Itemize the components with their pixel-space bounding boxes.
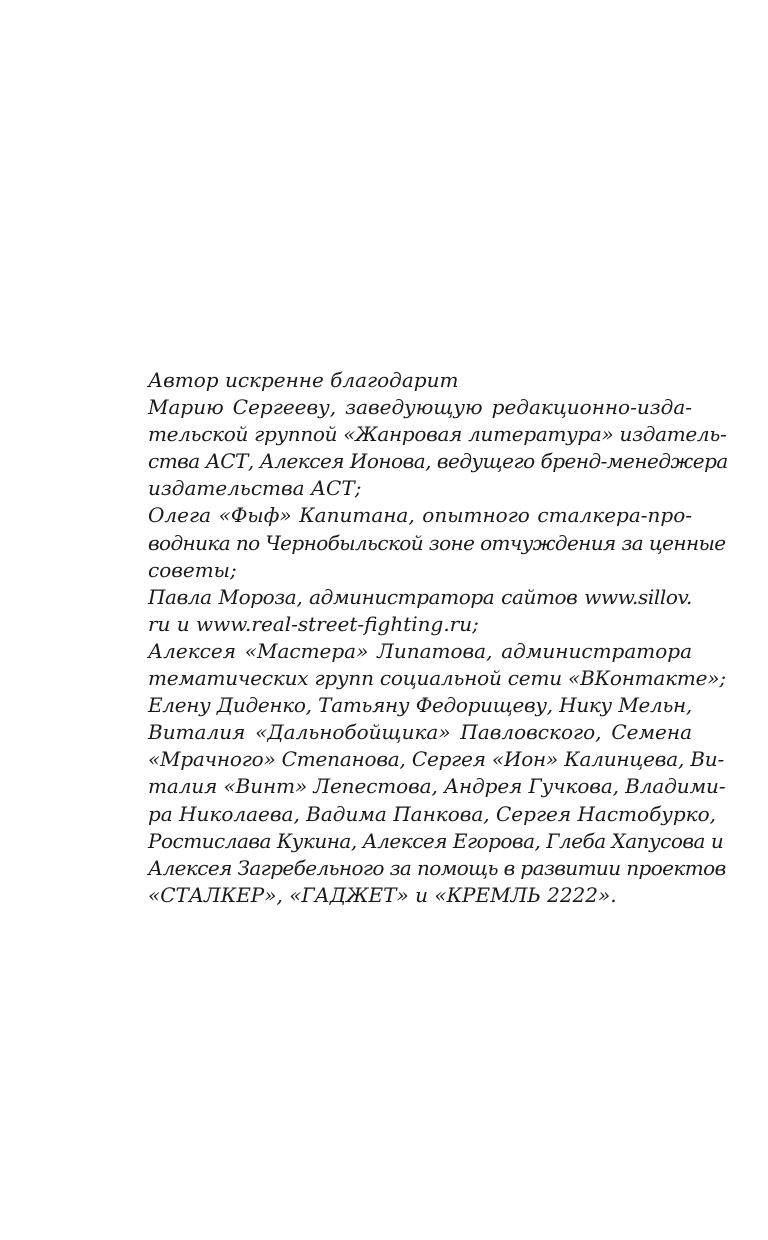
text-line: тельской группой «Жанровая литература» издатель- (148, 422, 727, 447)
text-line: Елену Диденко, Татьяну Федорищеву, Нику Мельн, (148, 693, 692, 718)
text-line: «Мрачного» Степанова, Сергея «Ион» Калинцева, Ви- (148, 747, 725, 772)
text-line: талия «Винт» Лепестова, Андрея Гучкова, Владими- (148, 774, 726, 799)
text-line: ru и www.real-street-fighting.ru; (148, 611, 479, 636)
text-line: ства АСТ, Алексея Ионова, ведущего бренд-менеджера (148, 449, 728, 474)
ack-paragraph-vk-admin (112, 638, 726, 692)
acknowledgements-block (112, 367, 728, 909)
text-line: «СТАЛКЕР», «ГАДЖЕТ» и «КРЕМЛЬ 2222». (148, 882, 617, 907)
ack-paragraph-publishers (112, 394, 728, 502)
text-line: Автор искренне благодарит (148, 368, 459, 392)
text-line: тематических групп социальной сети «ВКонтакте»; (148, 666, 726, 691)
ack-paragraph-intro (112, 367, 692, 394)
text-line: Павла Мороза, администратора сайтов www.sillov. (148, 584, 692, 609)
text-line: издательства АСТ; (148, 476, 362, 501)
text-line: водника по Чернобыльской зоне отчуждения за ценные (148, 530, 726, 555)
text-line: Алексея Загребельного за помощь в развитии проектов (148, 855, 726, 880)
ack-paragraph-helpers (112, 692, 726, 909)
ack-paragraph-stalker-guide (112, 502, 726, 583)
text-line: Ростислава Кукина, Алексея Егорова, Глеба Хапусова и (148, 828, 724, 853)
text-line: ра Николаева, Вадима Панкова, Сергея Настобурко, (148, 801, 717, 826)
text-line: советы; (148, 557, 237, 582)
text-line: Алексея «Мастера» Липатова, администратора (148, 638, 692, 663)
ack-paragraph-site-admin (112, 584, 692, 638)
text-line: Виталия «Дальнобойщика» Павловского, Семена (148, 720, 692, 745)
text-line: Марию Сергееву, заведующую редакционно-изда- (148, 395, 692, 420)
text-line: Олега «Фыф» Капитана, опытного сталкера-про- (148, 503, 692, 528)
